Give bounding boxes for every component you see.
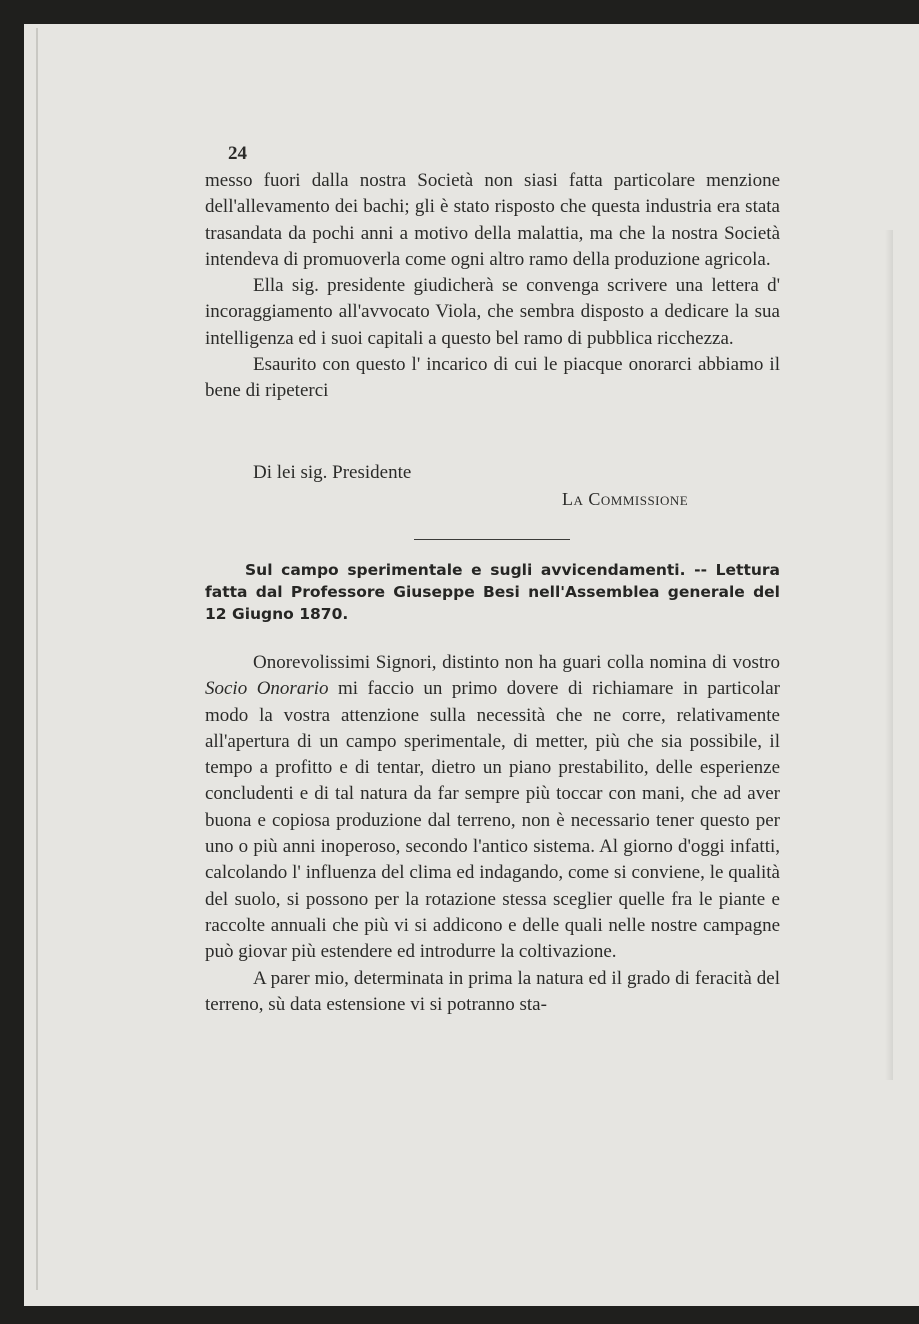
paragraph-3: Esaurito con questo l' incarico di cui le piacque onorarci abbiamo il bene di ripeterci [205,354,780,402]
body-paragraph-2: A parer mio, determinata in prima la natura ed il grado di feracità del terreno, sù data estensione vi si potranno sta- [205,967,780,1015]
body-paragraph-1-rest: mi faccio un primo dovere di richiamare in particolar modo la vostra attenzione sulla necessità che ne corre, relativamente all'apertura di un campo sperimentale, di metter, più che sia possibile, il tempo a profitto e di tentar, dietro un piano prestabilito, delle esperienze concludenti e di tal natura da far sempre più toccar con mani, che ad aver buona e copiosa produzione dal terreno, non è necessario tener questo per uno o più anni inoperoso, secondo l'antico sistema. Al giorno d'oggi infatti, calcolando l' influenza del clima ed indagando, come si conviene, le qualità del suolo, si possono per la rotazione stessa sceglier quelle fra le piante e raccolte annuali che più vi si addicono e delle quali nelle nostre campagne può giovar più estendere ed introdurre la coltivazione. [205,678,780,963]
section-divider [414,539,570,540]
lecture-text [205,650,780,1018]
binding-edge [36,28,38,1290]
page-number: 24 [228,143,247,164]
paragraph-2: Ella sig. presidente giudicherà se convenga scrivere una lettera d' incoraggiamento all'avvocato Viola, che sembra disposto a dedicare la sua intelligenza ed i suoi capitali a questo bel ramo di pubblica ricchezza. [205,275,780,349]
body-paragraph-1-start: Onorevolissimi Signori, distinto non ha guari colla nomina di vostro [253,652,780,673]
body-paragraph-1 [205,650,780,966]
signature: La Commissione [562,489,689,509]
letter-text [205,168,780,405]
body-paragraph-1-italic: Socio Onorario [205,678,329,700]
top-paragraph: messo fuori dalla nostra Società non siasi fatta particolare menzione dell'allevamento dei bachi; gli è stato risposto che questa industria era stata trasandata da pochi anni a motivo della malattia, ma che la nostra Società intendeva di promuoverla come ogni altro ramo della produzione agricola. [205,170,780,270]
section-heading-text: Sul campo sperimentale e sugli avvicendamenti. -- Lettura fatta dal Professore Giuseppe Besi nell'Assemblea generale del 12 Giugno 1870. [205,561,780,623]
signoff: Di lei sig. Presidente [253,462,412,483]
page-shadow [885,230,893,1080]
section-heading [205,559,780,625]
